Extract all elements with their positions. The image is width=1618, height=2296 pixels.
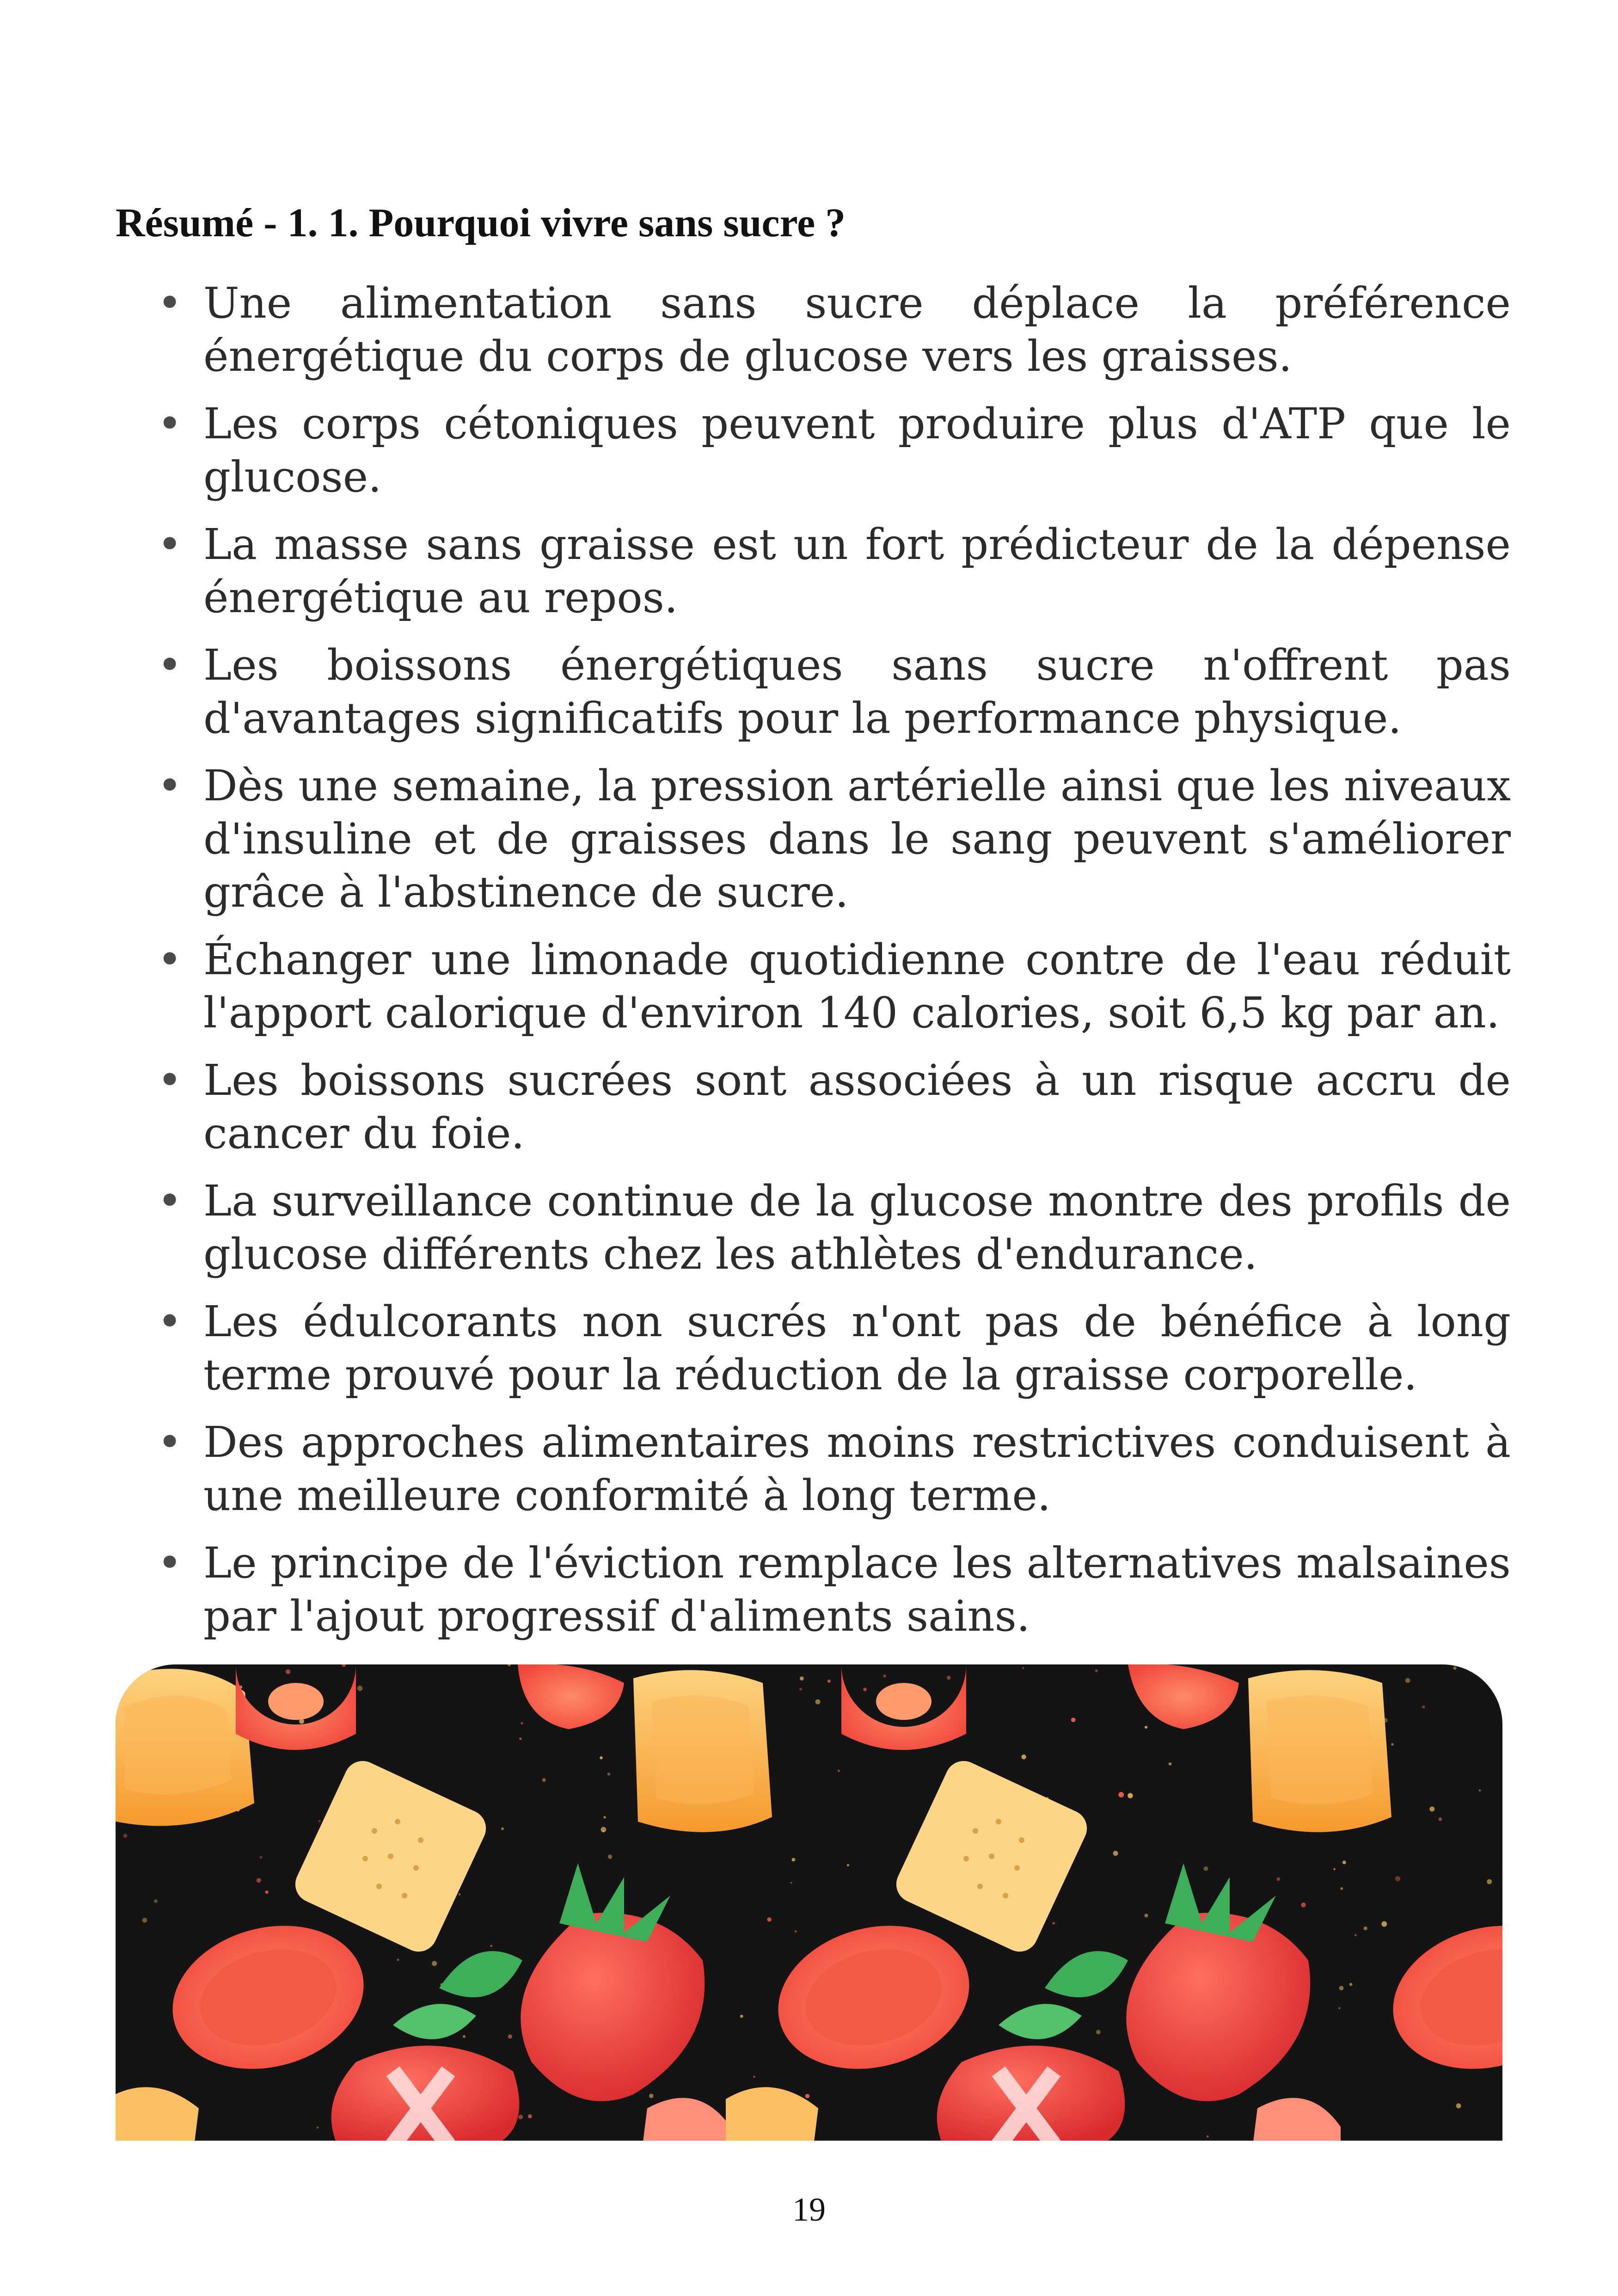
speckle-dot bbox=[123, 1834, 128, 1838]
list-item bbox=[157, 1536, 1511, 1643]
speckle-dot bbox=[1395, 1876, 1400, 1881]
speckle-dot bbox=[863, 1688, 867, 1691]
list-item bbox=[157, 759, 1511, 919]
speckle-dot bbox=[1487, 1879, 1492, 1884]
summary-list bbox=[157, 276, 1511, 1657]
list-item-text: La surveillance continue de la glucose montre des profils de glucose différents chez les athlètes d'endurance. bbox=[203, 1176, 1511, 1279]
orange-cube-icon bbox=[116, 1669, 254, 1826]
speckle-dot bbox=[519, 1737, 521, 1740]
speckle-dot bbox=[1071, 1718, 1076, 1722]
speckle-dot bbox=[1381, 1921, 1387, 1927]
speckle-dot bbox=[1113, 1851, 1118, 1856]
speckle-dot bbox=[1145, 1726, 1147, 1729]
speckle-dot bbox=[1429, 1806, 1434, 1811]
speckle-dot bbox=[947, 1676, 951, 1680]
list-item bbox=[157, 1174, 1511, 1281]
speckle-dot bbox=[1333, 1868, 1336, 1871]
speckle-dot bbox=[397, 1958, 399, 1961]
speckle-dot bbox=[753, 2075, 755, 2078]
speckle-dot bbox=[518, 2115, 523, 2119]
speckle-dot bbox=[1277, 1878, 1281, 1881]
list-item-text: Les boissons énergétiques sans sucre n'offrent pas d'avantages significatifs pour la performance physique. bbox=[203, 640, 1511, 743]
speckle-dot bbox=[883, 1675, 886, 1678]
list-item-text: Une alimentation sans sucre déplace la préférence énergétique du corps de glucose vers les graisses. bbox=[203, 278, 1511, 381]
orange-cube-icon bbox=[1248, 1670, 1391, 1832]
speckle-dot bbox=[1052, 1922, 1055, 1925]
speckle-dot bbox=[528, 2114, 532, 2118]
speckle-dot bbox=[257, 1878, 261, 1883]
bullet-icon: • bbox=[157, 1418, 183, 1467]
speckle-dot bbox=[1169, 1762, 1172, 1766]
speckle-dot bbox=[1479, 1789, 1481, 1791]
speckle-dot bbox=[1354, 1934, 1357, 1936]
bullet-icon: • bbox=[157, 399, 183, 448]
speckle-dot bbox=[1338, 2007, 1340, 2009]
list-item-text: Échanger une limonade quotidienne contre de l'eau réduit l'apport calorique d'environ 140 calories, soit 6,5 kg par an. bbox=[203, 935, 1511, 1037]
bullet-icon: • bbox=[157, 640, 183, 690]
speckle-dot bbox=[1364, 1927, 1367, 1930]
speckle-dot bbox=[601, 1827, 607, 1832]
list-item-text: Des approches alimentaires moins restrictives conduisent à une meilleure conformité à long terme. bbox=[203, 1418, 1511, 1520]
list-item bbox=[157, 397, 1511, 503]
speckle-dot bbox=[607, 1773, 610, 1775]
section-title: Résumé - 1. 1. Pourquoi vivre sans sucre ? bbox=[116, 201, 846, 246]
speckle-dot bbox=[317, 2126, 319, 2129]
speckle-dot bbox=[501, 1828, 504, 1830]
speckle-dot bbox=[1022, 1667, 1024, 1669]
list-item bbox=[157, 933, 1511, 1039]
speckle-dot bbox=[1021, 1755, 1026, 1759]
speckle-dot bbox=[815, 1699, 821, 1704]
list-item-text: Les boissons sucrées sont associées à un risque accru de cancer du foie. bbox=[203, 1056, 1511, 1158]
speckle-dot bbox=[463, 2035, 466, 2038]
list-item-text: Les corps cétoniques peuvent produire plus d'ATP que le glucose. bbox=[203, 399, 1511, 502]
speckle-dot bbox=[1456, 2103, 1461, 2108]
list-item bbox=[157, 1416, 1511, 1522]
list-item bbox=[157, 1295, 1511, 1401]
speckle-dot bbox=[847, 1864, 849, 1866]
list-item bbox=[157, 518, 1511, 624]
speckle-dot bbox=[838, 1770, 840, 1772]
bullet-icon: • bbox=[157, 1538, 183, 1588]
speckle-dot bbox=[1095, 1670, 1098, 1672]
speckle-dot bbox=[154, 1899, 158, 1903]
speckle-dot bbox=[1500, 1670, 1502, 1672]
speckle-dot bbox=[792, 1858, 796, 1861]
speckle-dot bbox=[1207, 2136, 1209, 2138]
bullet-icon: • bbox=[157, 1297, 183, 1346]
bullet-icon: • bbox=[157, 935, 183, 984]
speckle-dot bbox=[800, 1676, 804, 1681]
speckle-dot bbox=[791, 1882, 792, 1884]
speckle-dot bbox=[1096, 2030, 1101, 2034]
speckle-dot bbox=[1339, 1986, 1344, 1990]
bullet-icon: • bbox=[157, 1056, 183, 1105]
speckle-dot bbox=[1439, 1817, 1442, 1821]
speckle-dot bbox=[319, 1820, 321, 1823]
list-item-text: La masse sans graisse est un fort prédicteur de la dépense énergétique au repos. bbox=[203, 520, 1511, 622]
speckle-dot bbox=[1342, 1860, 1346, 1864]
speckle-dot bbox=[1349, 1983, 1353, 1986]
list-item bbox=[157, 638, 1511, 745]
list-item bbox=[157, 1054, 1511, 1160]
speckle-dot bbox=[603, 1816, 606, 1818]
bullet-icon: • bbox=[157, 520, 183, 569]
food-pattern-banner bbox=[116, 1664, 1502, 2141]
speckle-dot bbox=[795, 1930, 797, 1933]
speckle-dot bbox=[459, 1893, 461, 1896]
speckle-dot bbox=[649, 2093, 654, 2098]
speckle-dot bbox=[1128, 1793, 1133, 1798]
speckle-dot bbox=[508, 2034, 512, 2038]
speckle-dot bbox=[521, 1722, 523, 1725]
list-item-text: Les édulcorants non sucrés n'ont pas de bénéfice à long terme prouvé pour la réduction de la graisse corporelle. bbox=[203, 1297, 1511, 1400]
speckle-dot bbox=[432, 1961, 437, 1966]
speckle-dot bbox=[542, 1778, 546, 1782]
speckle-dot bbox=[1144, 1914, 1148, 1917]
food-pattern-image bbox=[116, 1664, 1502, 2141]
speckle-dot bbox=[1341, 1887, 1343, 1890]
bullet-icon: • bbox=[157, 1176, 183, 1226]
speckle-dot bbox=[1472, 1666, 1475, 1668]
speckle-dot bbox=[600, 1756, 603, 1760]
bullet-icon: • bbox=[157, 278, 183, 328]
speckle-dot bbox=[1405, 1678, 1410, 1683]
speckle-dot bbox=[286, 1670, 290, 1674]
page-number: 19 bbox=[792, 2191, 826, 2228]
speckle-dot bbox=[805, 2094, 809, 2098]
speckle-dot bbox=[1204, 1866, 1208, 1871]
speckle-dot bbox=[357, 1686, 363, 1691]
orange-cube-icon bbox=[633, 1670, 772, 1832]
speckle-dot bbox=[1301, 1903, 1305, 1907]
speckle-dot bbox=[608, 1854, 612, 1859]
speckle-dot bbox=[1391, 1743, 1393, 1745]
speckle-dot bbox=[767, 1917, 771, 1922]
speckle-dot bbox=[1118, 1792, 1124, 1798]
speckle-dot bbox=[260, 1856, 263, 1859]
speckle-dot bbox=[142, 1918, 147, 1923]
bullet-icon: • bbox=[157, 761, 183, 810]
speckle-dot bbox=[490, 1945, 492, 1947]
list-item-text: Le principe de l'éviction remplace les alternatives malsaines par l'ajout progressif d'aliments sains. bbox=[203, 1538, 1511, 1641]
speckle-dot bbox=[740, 2015, 743, 2018]
speckle-dot bbox=[265, 1891, 268, 1894]
speckle-dot bbox=[1422, 1706, 1425, 1709]
list-item-text: Dès une semaine, la pression artérielle ainsi que les niveaux d'insuline et de graisses dans le sang peuvent s'améliorer grâce à l'abstinence de sucre. bbox=[203, 761, 1511, 917]
speckle-dot bbox=[799, 1688, 802, 1691]
list-item bbox=[157, 276, 1511, 383]
speckle-dot bbox=[1453, 1666, 1456, 1670]
speckle-dot bbox=[827, 1680, 831, 1683]
